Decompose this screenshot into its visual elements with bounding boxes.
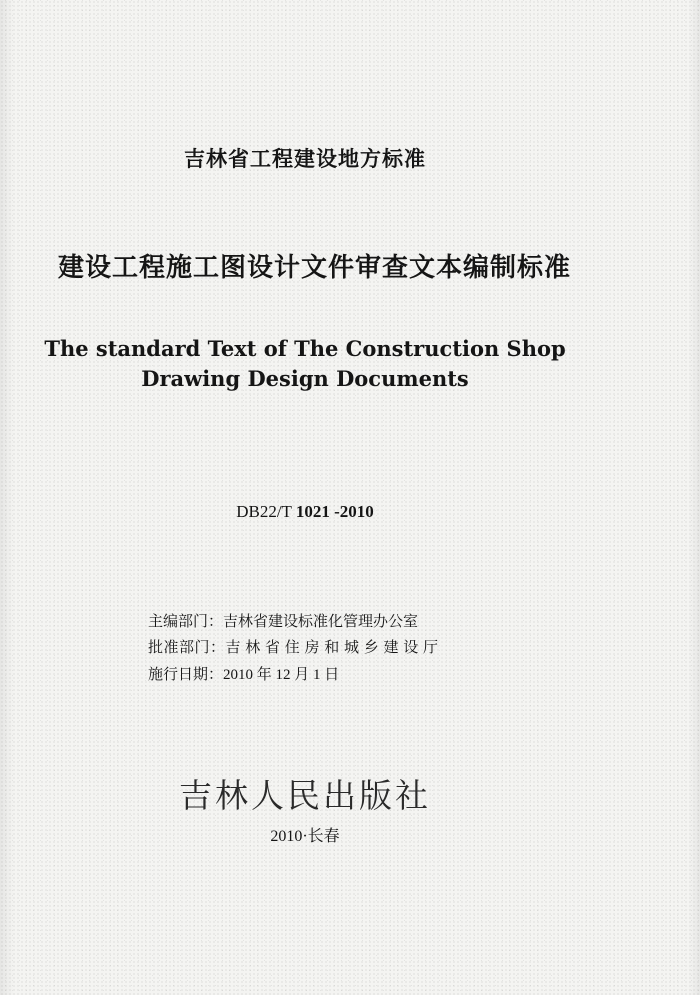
series-label: 吉林省工程建设地方标准 bbox=[184, 147, 426, 171]
title-english-line-2: Drawing Design Documents bbox=[141, 366, 469, 391]
title-chinese: 建设工程施工图设计文件审查文本编制标准 bbox=[58, 253, 572, 283]
publisher-name: 吉林人民出版社 bbox=[179, 776, 431, 815]
standard-number bbox=[0, 502, 610, 522]
editor-department: 主编部门：吉林省建设标准化管理办公室 bbox=[148, 614, 419, 630]
publication-place-date: 2010·长春 bbox=[270, 828, 340, 845]
standard-number-prefix: DB22/T bbox=[236, 502, 296, 521]
approving-department: 批准部门：吉 林 省 住 房 和 城 乡 建 设 厅 bbox=[148, 640, 439, 656]
title-english bbox=[0, 334, 610, 394]
effective-date: 施行日期：2010 年 12 月 1 日 bbox=[148, 667, 340, 683]
title-english-line-1: The standard Text of The Construction Shop bbox=[44, 336, 566, 361]
scan-edge-right bbox=[688, 0, 700, 995]
standard-number-code: 1021 -2010 bbox=[295, 502, 374, 521]
